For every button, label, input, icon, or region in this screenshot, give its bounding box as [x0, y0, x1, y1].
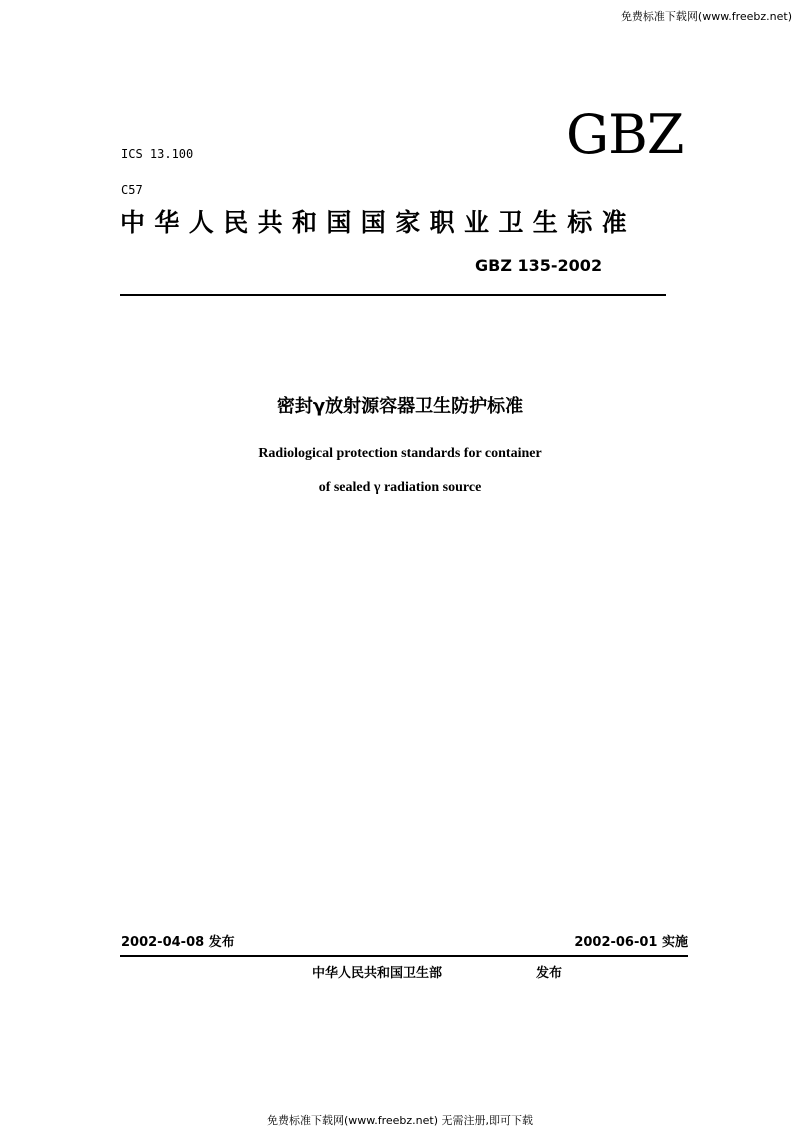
ccs-code: C57 — [121, 183, 143, 197]
standard-type-heading: 中华人民共和国国家职业卫生标准 — [120, 208, 637, 237]
bottom-divider — [120, 955, 688, 957]
implementation-date: 2002-06-01 实施 — [574, 935, 688, 950]
title-english-line1: Radiological protection standards for container — [258, 446, 542, 461]
title-chinese: 密封γ放射源容器卫生防护标准 — [276, 396, 524, 417]
bottom-watermark: 免费标准下载网(www.freebz.net) 无需注册,即可下载 — [266, 1114, 534, 1127]
title-english-line2: of sealed γ radiation source — [318, 480, 482, 495]
publish-label: 发布 — [536, 966, 563, 981]
top-watermark: 免费标准下载网(www.freebz.net) — [620, 10, 792, 23]
top-divider — [120, 294, 666, 296]
publisher: 中华人民共和国卫生部 — [312, 966, 443, 981]
issue-date: 2002-04-08 发布 — [121, 935, 235, 950]
gbz-logo: GBZ — [566, 103, 684, 166]
ics-code: ICS 13.100 — [121, 147, 194, 161]
standard-number: GBZ 135-2002 — [475, 256, 603, 275]
